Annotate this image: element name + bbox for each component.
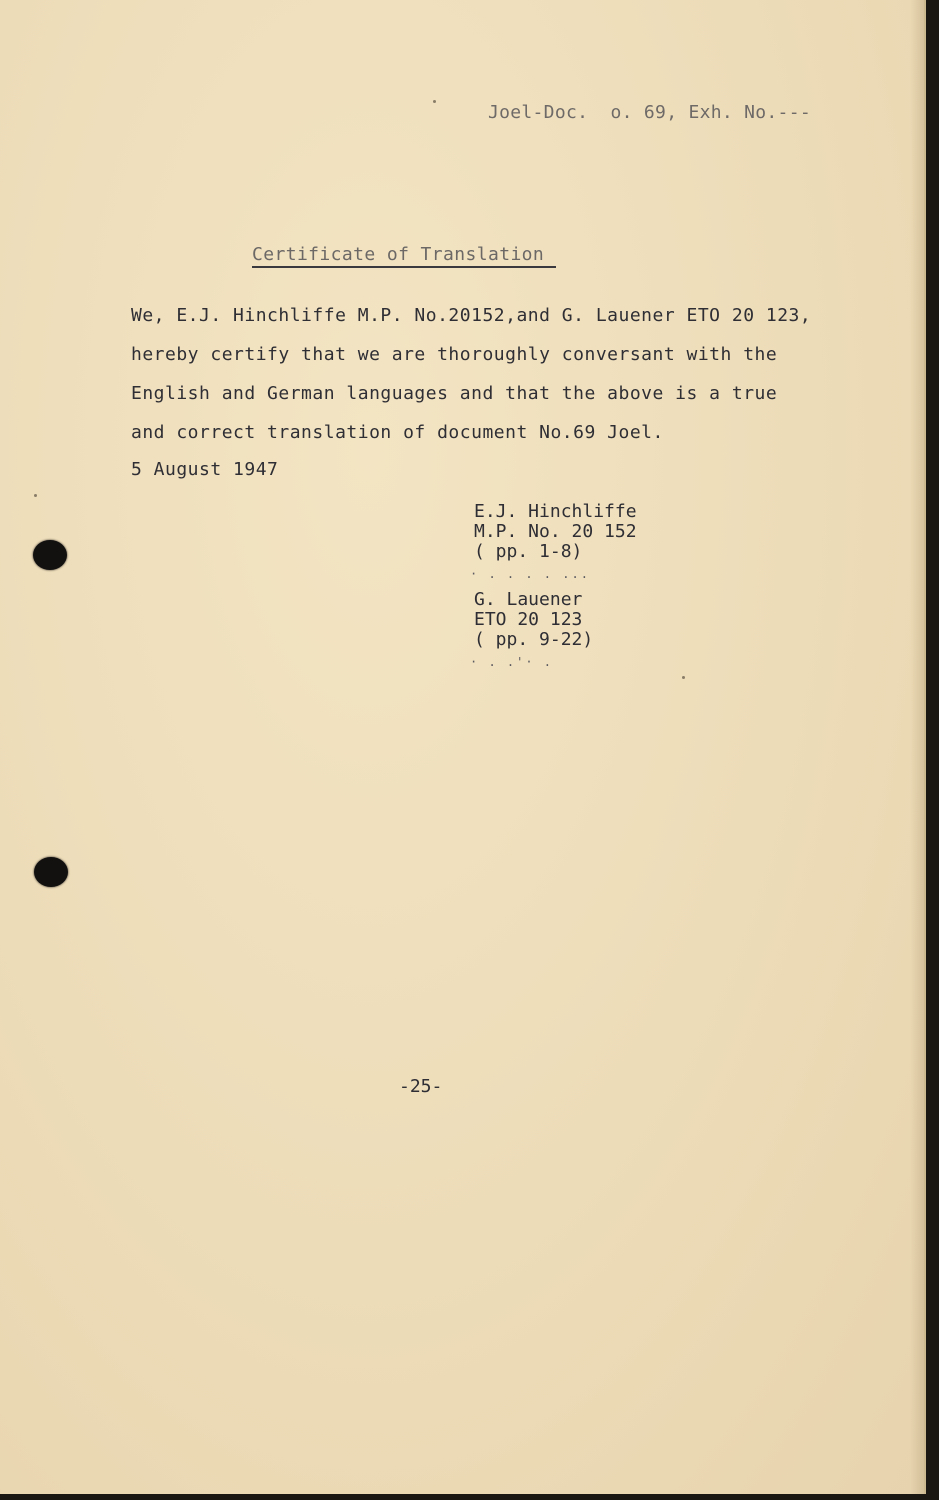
certificate-date: 5 August 1947 bbox=[131, 459, 279, 480]
punch-hole-top bbox=[33, 540, 67, 570]
signatory-1-signature: · . . . . ... bbox=[470, 567, 590, 581]
body-line-2: hereby certify that we are thoroughly conversant with the bbox=[131, 344, 778, 365]
signatory-2-name: G. Lauener bbox=[474, 589, 583, 610]
ink-speck bbox=[433, 100, 436, 103]
body-line-4: and correct translation of document No.69 Joel. bbox=[131, 422, 664, 443]
signatory-1-number: M.P. No. 20 152 bbox=[474, 521, 637, 542]
punch-hole-bottom bbox=[34, 857, 68, 887]
signatory-1-name: E.J. Hinchliffe bbox=[474, 501, 637, 522]
document-reference: Joel-Doc. o. 69, Exh. No.--- bbox=[488, 102, 811, 123]
signatory-1-pages: ( pp. 1-8) bbox=[474, 541, 583, 562]
body-line-3: English and German languages and that the above is a true bbox=[131, 383, 778, 404]
signatory-2-signature: · . .'· . bbox=[470, 655, 554, 669]
signatory-2-pages: ( pp. 9-22) bbox=[474, 629, 594, 650]
body-line-1: We, E.J. Hinchliffe M.P. No.20152,and G. Lauener ETO 20 123, bbox=[131, 305, 812, 326]
page-number: -25- bbox=[399, 1076, 443, 1097]
certificate-title: Certificate of Translation bbox=[252, 244, 556, 268]
signatory-2-number: ETO 20 123 bbox=[474, 609, 583, 630]
page-edge-shadow bbox=[910, 0, 924, 1494]
ink-speck bbox=[34, 494, 37, 497]
ink-speck bbox=[682, 676, 685, 679]
